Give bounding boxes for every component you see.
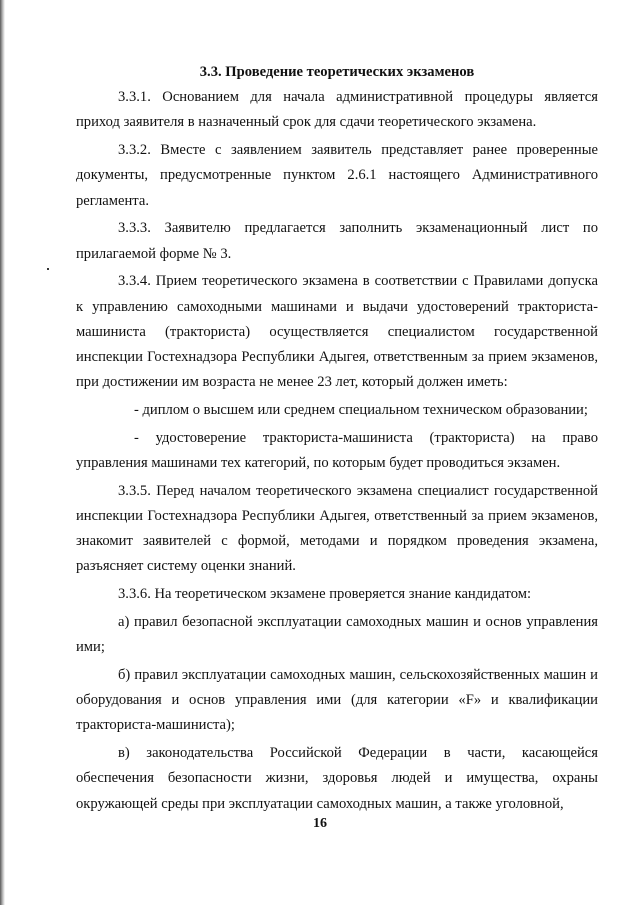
margin-mark bbox=[47, 268, 49, 270]
paragraph-3-3-1: 3.3.1. Основанием для начала административной процедуры является приход заявителя в назначенный срок для сдачи теоретического экзамена. bbox=[76, 89, 598, 131]
page-edge-shadow bbox=[0, 0, 5, 905]
section-heading: 3.3. Проведение теоретических экзаменов bbox=[199, 64, 475, 80]
page-number: 16 bbox=[313, 816, 327, 831]
paragraph-3-3-6: 3.3.6. На теоретическом экзамене проверяется знание кандидатом: bbox=[118, 586, 531, 603]
paragraph-3-3-3: 3.3.3. Заявителю предлагается заполнить экзаменационный лист по прилагаемой форме № 3. bbox=[76, 220, 598, 262]
document-page bbox=[76, 58, 598, 817]
list-item-diploma: - диплом о высшем или среднем специальном техническом образовании; bbox=[134, 402, 588, 419]
list-item-a: а) правил безопасной эксплуатации самоходных машин и основ управления ими; bbox=[76, 614, 598, 656]
paragraph-3-3-2: 3.3.2. Вместе с заявлением заявитель представляет ранее проверенные документы, предусмотренные пунктом 2.6.1 настоящего Административного регламента. bbox=[76, 142, 598, 209]
list-item-v: в) законодательства Российской Федерации в части, касающейся обеспечения безопасности жизни, здоровья людей и имущества, охраны окружающей среды при эксплуатации самоходных машин, а также уголовной, bbox=[76, 745, 598, 812]
paragraph-3-3-5: 3.3.5. Перед началом теоретического экзамена специалист государственной инспекции Гостехнадзора Республики Адыгея, ответственный за прием экзаменов, знакомит заявителей с формой, методами и порядком проведения экзамена, разъясняет систему оценки знаний. bbox=[76, 482, 598, 575]
list-item-license: - удостоверение тракториста-машиниста (тракториста) на право управления машинами тех категорий, по которым будет проводиться экзамен. bbox=[76, 429, 598, 472]
list-item-b: б) правил эксплуатации самоходных машин, сельскохозяйственных машин и оборудования и основ управления ими (для категории «F» и квалификации тракториста-машиниста); bbox=[76, 667, 598, 734]
paragraph-3-3-4: 3.3.4. Прием теоретического экзамена в соответствии с Правилами допуска к управлению самоходными машинами и выдачи удостоверений тракториста-машиниста (тракториста) осуществляется специалистом государственной инспекции Гостехнадзора Республики Адыгея, ответственным за прием экзаменов, при достижении им возраста не менее 23 лет, который должен иметь: bbox=[76, 273, 598, 391]
